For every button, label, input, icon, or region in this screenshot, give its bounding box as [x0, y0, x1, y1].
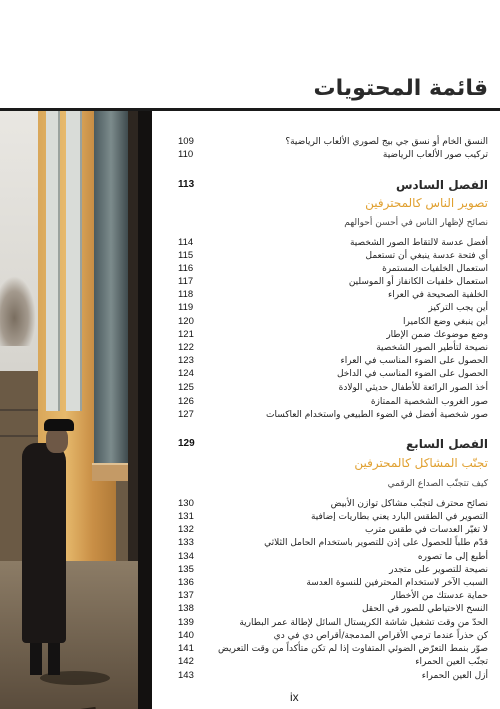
toc-entry[interactable]: 136 السبب الآخر لاستخدام المحترفين للنسوة العدسة	[178, 577, 488, 588]
toc-entry[interactable]: 137 حماية عدستك من الأخطار	[178, 590, 488, 601]
toc-entry[interactable]: 134 أطبع إلى ما تصوره	[178, 551, 488, 562]
toc-entry[interactable]: 132 لا تغيّر العدسات في طقس مترب	[178, 524, 488, 535]
chapter-intro: نصائح لإظهار الناس في أحسن أحوالهم	[344, 218, 488, 228]
toc-entry[interactable]: 110 تركيب صور الألعاب الرياضية	[178, 149, 488, 160]
chapter-subtitle: تصوير الناس كالمحترفين	[365, 196, 488, 210]
toc-entry[interactable]: 138 النسخ الاحتياطي للصور في الحقل	[178, 603, 488, 614]
chapter-intro: كيف تتجنّب الصداع الرقمي	[387, 479, 488, 489]
toc-entry[interactable]: 133 قدّم طلباً للحصول على إذن للتصوير باستخدام الحامل الثلاثي	[178, 537, 488, 548]
toc-entry[interactable]: 120 أين ينبغي وضع الكاميرا	[178, 316, 488, 327]
page-title: قائمة المحتويات	[313, 76, 488, 101]
toc-entry[interactable]: 126 صور الغروب الشخصية الممتازة	[178, 396, 488, 407]
toc-entry[interactable]: 117 استعمال خلفيات الكانفاز أو الموسلين	[178, 276, 488, 287]
toc-entry[interactable]: 116 استعمال الخلفيات المستمرة	[178, 263, 488, 274]
chapter-heading[interactable]: 113 الفصل السادس	[178, 178, 488, 192]
toc-entry[interactable]: 141 صوّر بنمط التعرّض الضوئي المتفاوت إذا لم تكن متأكداً من وقت التعريض	[178, 643, 488, 654]
page-number: ix	[290, 690, 299, 704]
toc-entry[interactable]: 127 صور شخصية أفضل في الضوء الطبيعي واستخدام العاكسات	[178, 409, 488, 420]
table-of-contents	[170, 0, 488, 709]
toc-entry[interactable]: 131 التصوير في الطقس البارد يعني بطاريات إضافية	[178, 511, 488, 522]
toc-entry[interactable]: 130 نصائح محترف لتجنّب مشاكل توازن الأبيض	[178, 498, 488, 509]
toc-entry[interactable]: 115 أي فتحة عدسة ينبغي أن تستعمل	[178, 250, 488, 261]
toc-entry[interactable]: 143 أزل العين الحمراء	[178, 670, 488, 681]
toc-entry[interactable]: 140 كن حذراً عندما ترمي الأقراص المدمجة/أقراص دي في دي	[178, 630, 488, 641]
toc-entry[interactable]: 125 أخذ الصور الرائعة للأطفال حديثي الولادة	[178, 382, 488, 393]
toc-entry[interactable]: 109 النسق الخام أو نسق جي بيج لصوري الألعاب الرياضية؟	[178, 136, 488, 147]
toc-entry[interactable]: 135 نصيحة للتصوير على متجدر	[178, 564, 488, 575]
toc-entry[interactable]: 139 الحدّ من وقت تشغيل شاشة الكريستال السائل لإطالة عمر البطارية	[178, 617, 488, 628]
toc-entry[interactable]: 114 أفضل عدسة لالتقاط الصور الشخصية	[178, 237, 488, 248]
chapter-subtitle: تجنّب المشاكل كالمحترفين	[354, 456, 488, 470]
toc-entry[interactable]: 142 تجنّب العين الحمراء	[178, 656, 488, 667]
toc-entry[interactable]: 118 الخلفية الصحيحة في العراء	[178, 289, 488, 300]
toc-entry[interactable]: 123 الحصول على الضوء المناسب في العراء	[178, 355, 488, 366]
toc-entry[interactable]: 122 نصيحة لتأطير الصور الشخصية	[178, 342, 488, 353]
chapter-photo	[0, 111, 152, 709]
toc-entry[interactable]: 121 وضع موضوعك ضمن الإطار	[178, 329, 488, 340]
toc-entry[interactable]: 119 أين يجب التركيز	[178, 302, 488, 313]
chapter-heading[interactable]: 129 الفصل السابع	[178, 437, 488, 451]
toc-entry[interactable]: 124 الحصول على الضوء المناسب في الداخل	[178, 368, 488, 379]
